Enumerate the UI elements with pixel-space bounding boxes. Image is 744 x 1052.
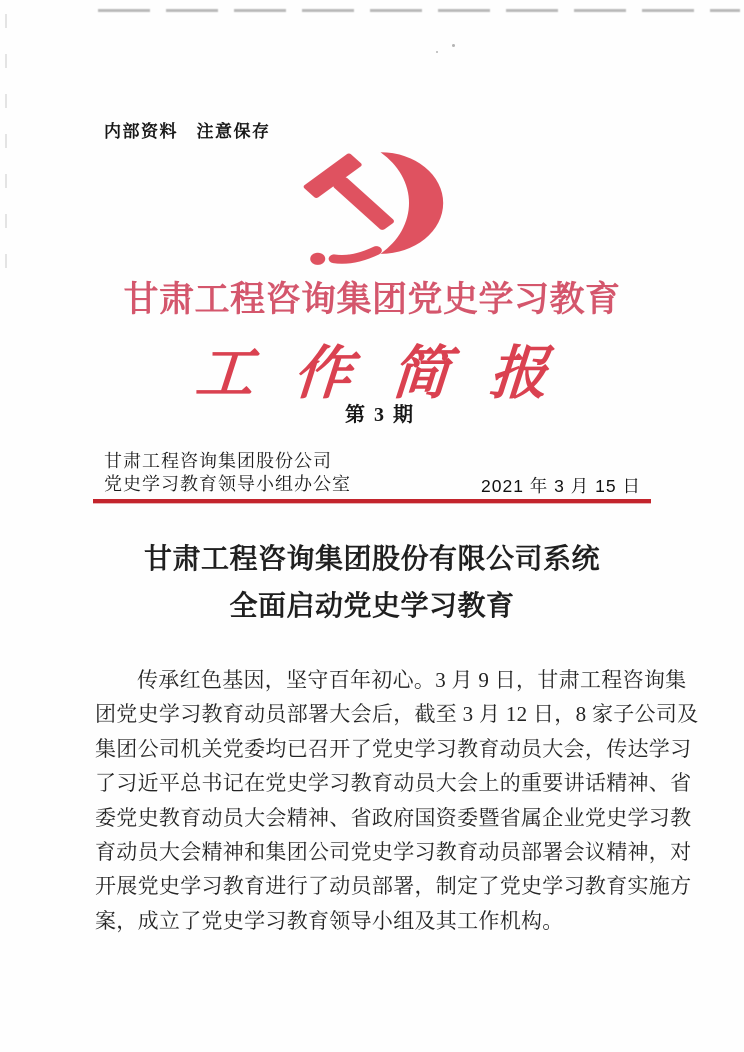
scan-speck (436, 51, 438, 53)
body-line: 委党史教育动员大会精神、省政府国资委暨省属企业党史学习教 (95, 805, 692, 830)
body-line: 集团公司机关党委均已召开了党史学习教育动员大会，传达学习 (95, 736, 692, 761)
article-title-line-1: 甘肃工程咨询集团股份有限公司系统 (143, 544, 600, 575)
body-line: 案，成立了党史学习教育领导小组及其工作机构。 (95, 908, 564, 933)
issuer-block (104, 450, 351, 496)
masthead-organization-title: 甘肃工程咨询集团党史学习教育 (123, 280, 621, 319)
bulletin-title-calligraphy: 工作简报 (193, 339, 591, 407)
body-line: 开展党史学习教育进行了动员部署，制定了党史学习教育实施方 (95, 874, 692, 899)
party-emblem-icon (300, 150, 450, 266)
scan-artifact-top-edge (98, 9, 740, 12)
body-line: 了习近平总书记在党史学习教育动员大会上的重要讲话精神、省 (95, 771, 692, 796)
article-body (95, 663, 699, 938)
publication-date: 2021 年 3 月 15 日 (481, 476, 641, 496)
scan-speck (452, 44, 455, 47)
issue-number: 第 3 期 (345, 404, 415, 426)
body-line: 育动员大会精神和集团公司党史学习教育动员部署会议精神，对 (95, 840, 692, 865)
hammer-and-sickle-icon (300, 150, 450, 266)
masthead-divider-rule (93, 499, 651, 503)
issuer-line-2: 党史学习教育领导小组办公室 (104, 474, 351, 494)
issuer-line-1: 甘肃工程咨询集团股份公司 (104, 451, 332, 471)
article-title-line-2: 全面启动党史学习教育 (229, 591, 515, 622)
body-line: 团党史学习教育动员部署大会后，截至 3 月 12 日，8 家子公司及 (95, 702, 699, 727)
body-line: 传承红色基因，坚守百年初心。3 月 9 日，甘肃工程咨询集 (137, 668, 687, 692)
scan-artifact-left-edge (5, 14, 7, 274)
article-title (0, 536, 744, 630)
confidential-notice: 内部资料 注意保存 (104, 122, 271, 141)
